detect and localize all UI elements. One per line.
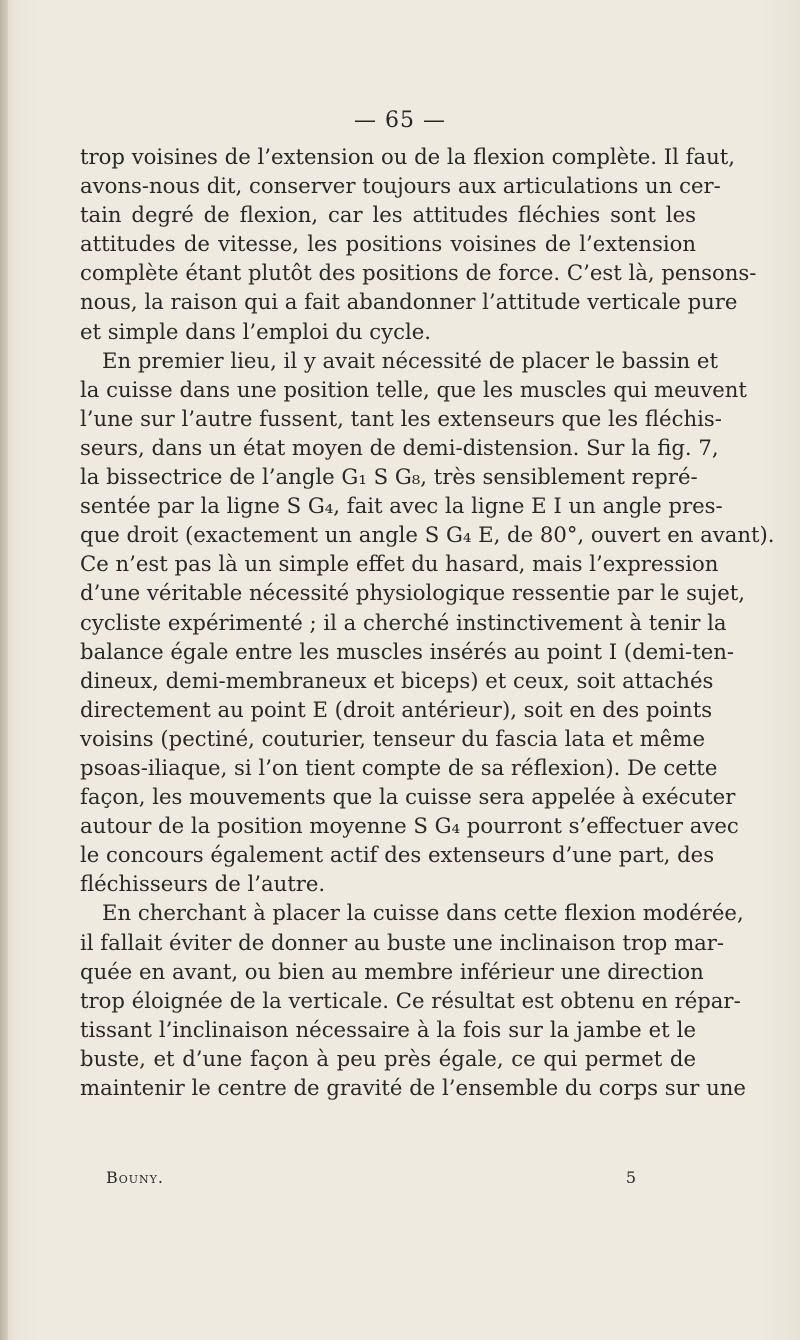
text-line: balance égale entre les muscles insérés au point I (demi-ten- — [80, 638, 735, 664]
text-line: seurs, dans un état moyen de demi-distension. Sur la fig. 7, — [80, 434, 719, 460]
text-line: cycliste expérimenté ; il a cherché instinctivement à tenir la — [80, 609, 727, 635]
text-line: directement au point E (droit antérieur), soit en des points — [80, 696, 713, 722]
text-line: complète étant plutôt des positions de force. C’est là, pensons- — [80, 260, 757, 286]
text-line: d’une véritable nécessité physiologique ressentie par le sujet, — [80, 580, 746, 606]
text-line: En premier lieu, il y avait nécessité de placer le bassin et — [102, 347, 718, 373]
text-line: Ce n’est pas là un simple effet du hasard, mais l’expression — [80, 551, 719, 577]
binding-edge — [0, 0, 8, 1340]
text-line: trop voisines de l’extension ou de la flexion complète. Il faut, — [80, 144, 735, 169]
text-line: fléchisseurs de l’autre. — [80, 871, 326, 897]
text-line: autour de la position moyenne S G₄ pourront s’effectuer avec — [80, 813, 739, 839]
text-line: buste, et d’une façon à peu près égale, ce qui permet de — [80, 1045, 696, 1071]
page-number-header: — 65 — — [354, 108, 446, 133]
text-line: sentée par la ligne S G₄, fait avec la ligne E I un angle pres- — [80, 493, 723, 519]
text-line: le concours également actif des extenseurs d’une part, des — [80, 842, 715, 868]
signature-mark: 5 — [625, 1168, 636, 1187]
text-line: tissant l’inclinaison nécessaire à la fois sur la jambe et le — [80, 1016, 696, 1042]
text-line: il fallait éviter de donner au buste une inclinaison trop mar- — [80, 929, 725, 955]
text-line: et simple dans l’emploi du cycle. — [80, 318, 432, 344]
text-line: façon, les mouvements que la cuisse sera appelée à exécuter — [80, 784, 736, 810]
text-line: attitudes de vitesse, les positions voisines de l’extension — [80, 231, 696, 257]
page-footer — [106, 1168, 636, 1187]
text-line: avons-nous dit, conserver toujours aux articulations un cer- — [80, 173, 721, 199]
text-line: dineux, demi-membraneux et biceps) et ceux, soit attachés — [80, 667, 714, 693]
text-line: voisins (pectiné, couturier, tenseur du fascia lata et même — [80, 725, 705, 751]
text-line: trop éloignée de la verticale. Ce résultat est obtenu en répar- — [80, 987, 741, 1013]
text-line: que droit (exactement un angle S G₄ E, de 80°, ouvert en avant). — [80, 522, 775, 548]
text-line: En cherchant à placer la cuisse dans cette flexion modérée, — [102, 900, 744, 926]
text-line: quée en avant, ou bien au membre inférieur une direction — [80, 958, 704, 984]
text-line: la bissectrice de l’angle G₁ S G₈, très sensiblement repré- — [80, 464, 698, 490]
text-line: nous, la raison qui a fait abandonner l’attitude verticale pure — [80, 289, 738, 315]
text-line: maintenir le centre de gravité de l’ensemble du corps sur une — [80, 1075, 746, 1100]
text-line: tain degré de flexion, car les attitudes fléchies sont les — [80, 202, 696, 228]
footer-author: Bouny. — [106, 1168, 165, 1187]
text-line: psoas-iliaque, si l’on tient compte de sa réflexion). De cette — [80, 754, 718, 780]
text-line: la cuisse dans une position telle, que les muscles qui meuvent — [80, 376, 747, 402]
text-line: l’une sur l’autre fussent, tant les extenseurs que les fléchis- — [80, 405, 722, 431]
body-text — [80, 142, 775, 1102]
